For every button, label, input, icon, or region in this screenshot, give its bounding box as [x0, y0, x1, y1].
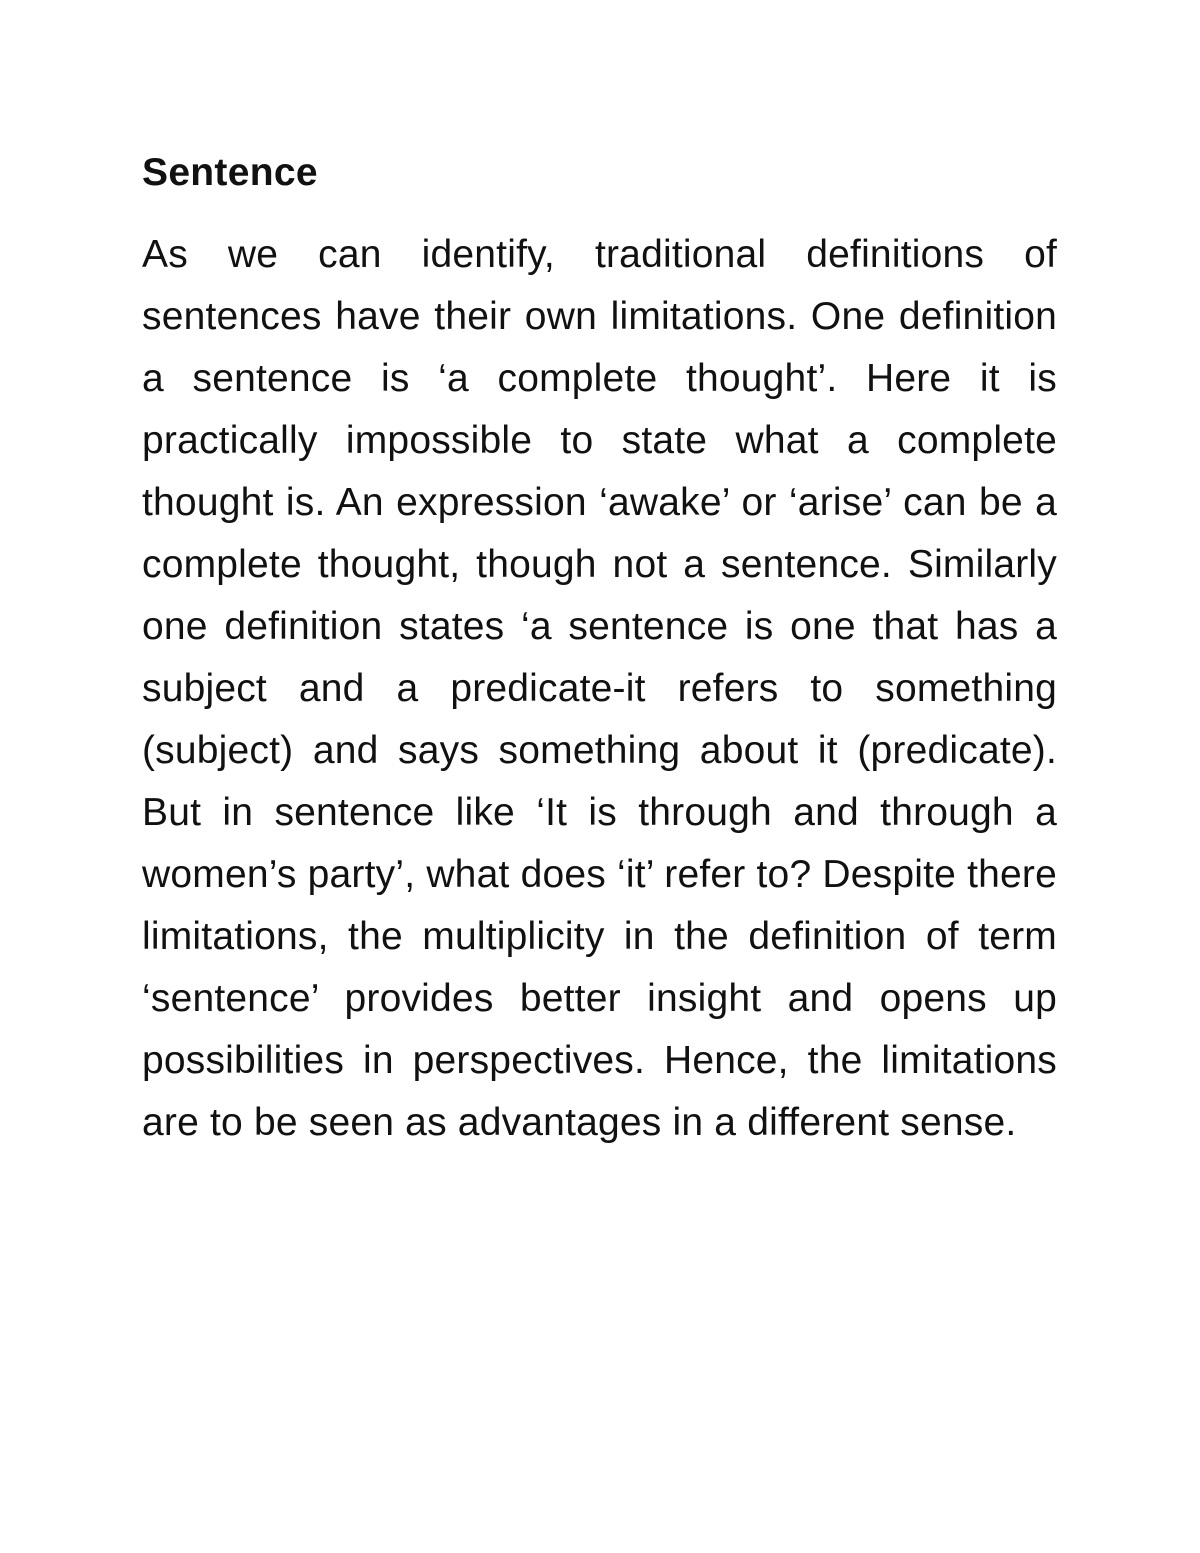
document-heading: Sentence	[142, 151, 318, 194]
document-paragraph: As we can identify, traditional definitions of sentences have their own limitations. One definition a sentence is ‘a complete thought’. Here it is practically impossible to state what a complete thought is. An expression ‘awake’ or ‘arise’ can be a complete thought, though not a sentence. Similarly one definition states ‘a sentence is one that has a subject and a predicate-it refers to something (subject) and says something about it (predicate). But in sentence like ‘It is through and through a women’s party’, what does ‘it’ refer to? Despite there limitations, the multiplicity in the definition of term ‘sentence’ provides better insight and opens up possibilities in perspectives. Hence, the limitations are to be seen as advantages in a different sense.	[142, 233, 1057, 1144]
document-content	[142, 148, 1057, 1154]
